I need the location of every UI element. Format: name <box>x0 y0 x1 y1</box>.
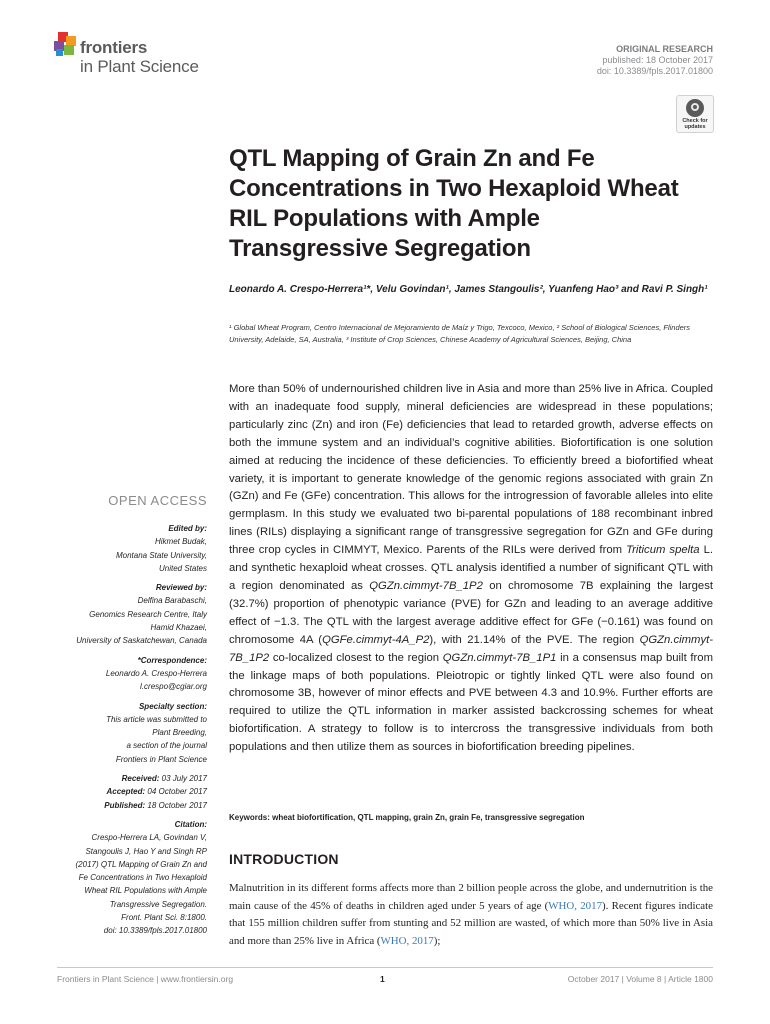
section-heading-introduction: INTRODUCTION <box>229 851 339 867</box>
publish-date: published: 18 October 2017 <box>602 55 713 65</box>
specialty-line: This article was submitted to <box>106 714 207 724</box>
citation-link[interactable]: WHO, 2017 <box>548 899 603 912</box>
reviewer-line: Hamid Khazaei, <box>150 623 207 633</box>
crossmark-icon <box>686 99 704 117</box>
logo-wordmark: frontiers <box>80 38 148 57</box>
accepted-date: Accepted: 04 October 2017 <box>106 787 207 797</box>
received-date: Received: 03 July 2017 <box>121 774 207 784</box>
footer-journal: Frontiers in Plant Science | www.frontiersin.org <box>57 974 234 984</box>
edited-by-heading: Edited by: <box>168 524 207 533</box>
journal-name: in Plant Science <box>80 57 199 76</box>
reviewer-line: University of Saskatchewan, Canada <box>76 636 207 646</box>
article-title: QTL Mapping of Grain Zn and Fe Concentrations in Two Hexaploid Wheat RIL Populations with Ample Transgressive Segregation <box>229 145 679 262</box>
reviewed-by-heading: Reviewed by: <box>155 583 207 593</box>
badge-label: Check for updates <box>682 118 708 130</box>
correspondence-email[interactable]: l.crespo@cgiar.org <box>140 682 207 692</box>
citation-line: Crespo-Herrera LA, Govindan V, <box>91 833 207 843</box>
footer-divider <box>57 967 713 968</box>
introduction-body: Malnutrition in its different forms affects more than 2 billion people across the globe, and undernutrition is the main cause of the 45% of deaths in children aged under 5 years of age (WHO, 2017). Recent figures indicate that 155 million children suffer from stunting and 52 million are wasted, of which more than 50% live in Asia and more than 25% live in Africa (WHO, 2017); <box>229 882 713 947</box>
editor-line: Hikmet Budak, <box>154 537 207 547</box>
keywords: Keywords: wheat biofortification, QTL mapping, grain Zn, grain Fe, transgressive segregation <box>229 813 585 822</box>
specialty-line: a section of the journal <box>126 741 207 751</box>
check-for-updates-button[interactable] <box>676 95 714 133</box>
specialty-line: Frontiers in Plant Science <box>115 754 207 764</box>
citation-line: Front. Plant Sci. 8:1800. <box>121 913 207 923</box>
doi-link[interactable]: doi: 10.3389/fpls.2017.01800 <box>596 66 713 76</box>
citation-line: (2017) QTL Mapping of Grain Zn and <box>75 859 207 869</box>
citation-line: Wheat RIL Populations with Ample <box>84 886 207 896</box>
editor-line: United States <box>158 563 207 573</box>
page-number: 1 <box>380 974 385 984</box>
author-list: Leonardo A. Crespo-Herrera¹*, Velu Govindan¹, James Stangoulis², Yuanfeng Hao³ and Ravi P. Singh¹ <box>229 284 708 295</box>
footer-issue: October 2017 | Volume 8 | Article 1800 <box>567 974 713 984</box>
article-info-sidebar <box>56 522 207 938</box>
reviewer-line: Genomics Research Centre, Italy <box>89 609 207 619</box>
affiliations: ¹ Global Wheat Program, Centro Internacional de Mejoramiento de Maíz y Trigo, Texcoco, Mexico, ² School of Biological Sciences, Flinders University, Adelaide, SA, Australia, ³ Institute of Crop Sciences, Chinese Academy of Agricultural Sciences, Beijing, China <box>229 323 691 344</box>
citation-line: doi: 10.3389/fpls.2017.01800 <box>103 926 207 936</box>
published-date: Published: 18 October 2017 <box>104 800 207 810</box>
reviewer-line: Delfina Barabaschi, <box>137 596 207 606</box>
abstract: More than 50% of undernourished children live in Asia and more than 25% live in Africa. Coupled with an inadequate food supply, mineral deficiencies are widespread in these populations; particularly zinc (Zn) and iron (Fe) deficiencies that lead to retarded growth, adverse effects on both the immune system and an individual’s cognitive abilities. Biofortification is one solution aimed at reducing the incidence of these deficiencies. To efficiently breed a biofortified wheat variety, it is important to generate knowledge of the genomic regions associated with grain Zn (GZn) and Fe (GFe) concentration. This allows for the introgression of favorable alleles into elite germplasm. In this study we evaluated two bi-parental populations of 188 recombinant inbred lines (RILs) displaying a significant range of transgressive segregation for GZn and GFe during three crop cycles in CIMMYT, Mexico. Parents of the RILs were derived from Triticum spelta L. and synthetic hexaploid wheat crosses. QTL analysis identified a number of significant QTL with a region denominated as QGZn.cimmyt-7B_1P2 on chromosome 7B explaining the largest (32.7%) proportion of phenotypic variance (PVE) for GZn and leading to an average additive effect of −1.3. The QTL with the largest average additive effect for GFe (−0.161) was found on chromosome 4A (QGFe.cimmyt-4A_P2), with 21.14% of the PVE. The region QGZn.cimmyt-7B_1P2 co-localized closest to the region QGZn.cimmyt-7B_1P1 in a consensus map built from the linkage maps of both populations. Pleiotropic or tightly linked QTL were also found on chromosome 3B, however of minor effects and PVE between 4.3 and 10.9%. Further efforts are required to utilize the QTL information in marker assisted backcrossing schemes for wheat biofortification. A strategy to follow is to intercross the transgressive individuals from both populations and then utilize them as sources in biofortification breeding pipelines. <box>229 383 714 754</box>
citation-line: Fe Concentrations in Two Hexaploid <box>78 873 207 883</box>
article-meta <box>597 44 713 77</box>
specialty-line: Plant Breeding, <box>152 728 207 738</box>
article-type: ORIGINAL RESEARCH <box>616 44 713 54</box>
open-access-label: OPEN ACCESS <box>108 493 207 508</box>
journal-logo <box>52 30 222 80</box>
frontiers-cube-icon <box>52 32 78 58</box>
citation-line: Transgressive Segregation. <box>109 899 207 909</box>
specialty-heading: Specialty section: <box>138 701 207 711</box>
citation-heading: Citation: <box>174 819 207 829</box>
correspondence-name: Leonardo A. Crespo-Herrera <box>105 668 207 678</box>
correspondence-heading: *Correspondence: <box>137 655 207 665</box>
citation-line: Stangoulis J, Hao Y and Singh RP <box>85 846 207 856</box>
editor-line: Montana State University, <box>115 550 207 560</box>
citation-link[interactable]: WHO, 2017 <box>380 934 434 947</box>
